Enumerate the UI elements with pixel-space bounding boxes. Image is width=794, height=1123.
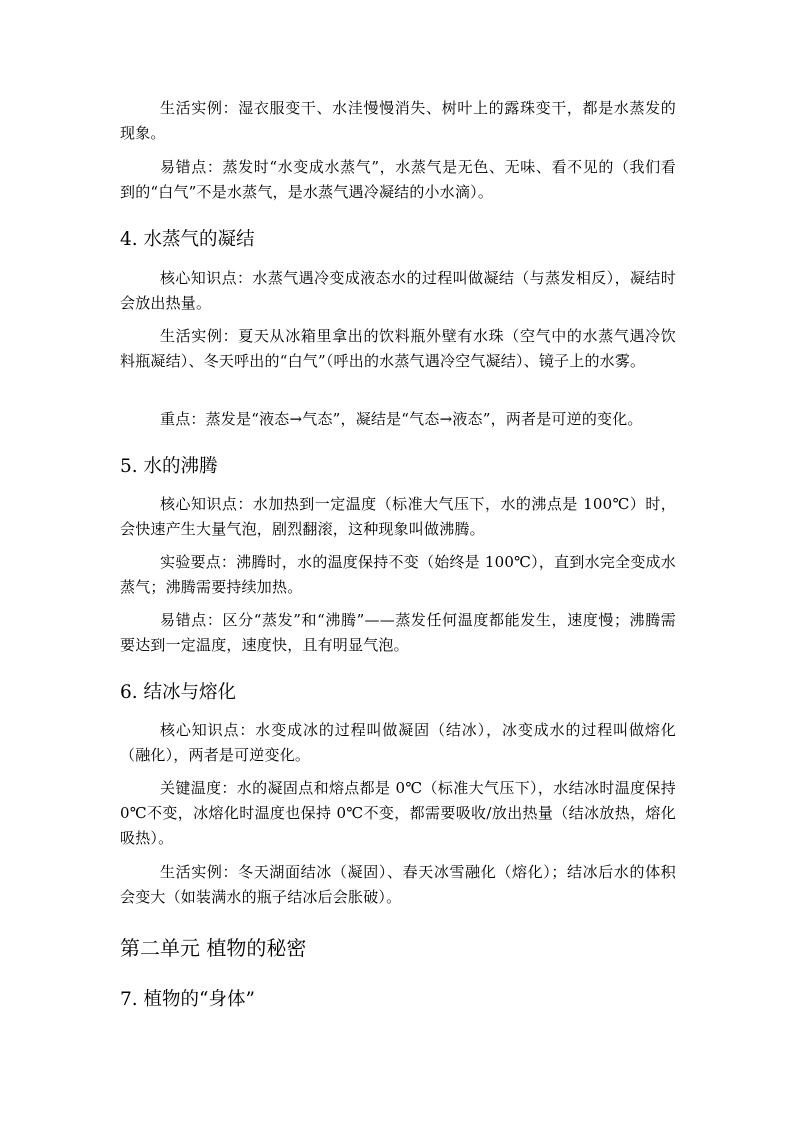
paragraph-evaporation-examples: 生活实例：湿衣服变干、水洼慢慢消失、树叶上的露珠变干，都是水蒸发的现象。 — [120, 99, 676, 142]
paragraph-condensation-examples: 生活实例：夏天从冰箱里拿出的饮料瓶外壁有水珠（空气中的水蒸气遇冷饮料瓶凝结）、冬天呼出的“白气”（呼出的水蒸气遇冷空气凝结）、镜子上的水雾。 — [120, 327, 676, 370]
paragraph-freezing-core: 核心知识点：水变成冰的过程叫做凝固（结冰），冰变成水的过程叫做熔化（融化），两者是可逆变化。 — [120, 721, 676, 764]
section-heading-plant-body: 7. 植物的“身体” — [120, 989, 255, 1010]
section-heading-condensation: 4. 水蒸气的凝结 — [120, 229, 255, 250]
paragraph-boiling-mistakes: 易错点：区分“蒸发”和“沸腾”——蒸发任何温度都能发生，速度慢；沸腾需要达到一定温度，速度快，且有明显气泡。 — [120, 611, 676, 654]
paragraph-boiling-experiment: 实验要点：沸腾时，水的温度保持不变（始终是 100℃），直到水完全变成水蒸气；沸腾需要持续加热。 — [120, 553, 676, 596]
paragraph-freezing-temperature: 关键温度：水的凝固点和熔点都是 0℃（标准大气压下），水结冰时温度保持 0℃不变，冰熔化时温度也保持 0℃不变，都需要吸收/放出热量（结冰放热，熔化吸热）。 — [120, 779, 676, 847]
section-heading-freezing-melting: 6. 结冰与熔化 — [120, 682, 237, 703]
section-heading-boiling: 5. 水的沸腾 — [120, 456, 218, 477]
paragraph-evaporation-mistakes: 易错点：蒸发时“水变成水蒸气”，水蒸气是无色、无味、看不见的（我们看到的“白气”不是水蒸气，是水蒸气遇冷凝结的小水滴）。 — [120, 158, 676, 201]
paragraph-freezing-examples: 生活实例：冬天湖面结冰（凝固）、春天冰雪融化（熔化）；结冰后水的体积会变大（如装满水的瓶子结冰后会胀破）。 — [120, 863, 676, 906]
unit-heading-plants: 第二单元 植物的秘密 — [120, 936, 307, 960]
paragraph-boiling-core: 核心知识点：水加热到一定温度（标准大气压下，水的沸点是 100℃）时，会快速产生大量气泡，剧烈翻滚，这种现象叫做沸腾。 — [120, 495, 676, 538]
paragraph-condensation-core: 核心知识点：水蒸气遇冷变成液态水的过程叫做凝结（与蒸发相反），凝结时会放出热量。 — [120, 269, 676, 312]
paragraph-condensation-key: 重点：蒸发是“液态→气态”，凝结是“气态→液态”，两者是可逆的变化。 — [160, 410, 643, 428]
